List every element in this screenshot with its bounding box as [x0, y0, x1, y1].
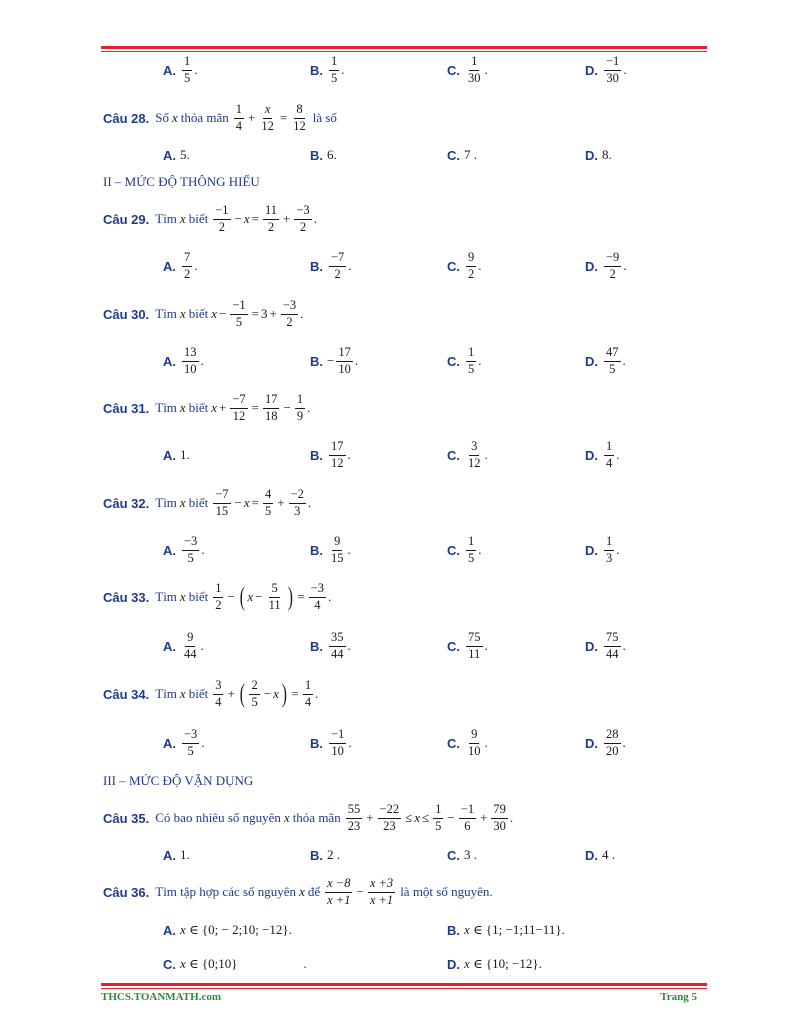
q30-options [0, 341, 792, 381]
equation: x − $\frac{-1}{5}$ = 3 + $\frac{-3}{2}$ . [211, 298, 304, 329]
q35-option-b[interactable]: B. 2 . [310, 847, 340, 863]
q27-option-a[interactable]: A. $\frac{1}{5}$ . [163, 54, 198, 85]
question-31: Câu 31. Tìm x biết x + $\frac{-7}{12}$ = $\frac{17}{18}$ − $\frac{1}{9}$ . [103, 392, 311, 423]
q28-option-d[interactable]: D. 8 . [585, 147, 612, 163]
q33-option-d[interactable]: D. $\frac{75}{44}$ . [585, 630, 626, 661]
q32-option-c[interactable]: C. $\frac{1}{5}$ . [447, 534, 482, 565]
q31-option-c[interactable]: C. $\frac{3}{12}$ . [447, 439, 488, 470]
question-number: Câu 34. [103, 686, 150, 702]
equation: $\frac{-7}{15}$ − x = $\frac{4}{5}$ + $\frac{-2}{3}$ . [215, 487, 312, 518]
question-36: Câu 36. Tìm tập hợp các số nguyên x để $\frac{x -8}{x +1}$ − $\frac{x +3}{x +1}$ là một số nguyên. [103, 876, 493, 907]
question-number: Câu 35. [103, 810, 150, 826]
question-34: Câu 34. Tìm x biết $\frac{3}{4}$ + ( $\frac{2}{5}$ − x ) = $\frac{1}{4}$ . [103, 678, 319, 709]
q29-options [0, 246, 792, 286]
q29-option-b[interactable]: B. $\frac{-7}{2}$ . [310, 250, 352, 281]
q36-option-c[interactable]: C. x ∈ {0;10} . [163, 956, 307, 972]
q34-option-a[interactable]: A. $\frac{-3}{5}$ . [163, 727, 205, 758]
equation: $\frac{1}{4}$ + $\frac{x}{12}$ = $\frac{8}{12}$ [235, 102, 306, 133]
q30-option-c[interactable]: C. $\frac{1}{5}$ . [447, 345, 482, 376]
q28-option-a[interactable]: A. 5 . [163, 147, 190, 163]
equation: x + $\frac{-7}{12}$ = $\frac{17}{18}$ − $\frac{1}{9}$ . [211, 392, 311, 423]
q28-option-b[interactable]: B. 6 . [310, 147, 337, 163]
section-heading: II – MỨC ĐỘ THÔNG HIỂU [103, 174, 260, 189]
q29-option-d[interactable]: D. $\frac{-9}{2}$ . [585, 250, 627, 281]
equation: $\frac{1}{2}$ − ( x − $\frac{5}{11}$ ) = $\frac{-3}{4}$ . [215, 581, 332, 612]
footer-rule [101, 983, 707, 986]
equation: $\frac{55}{23}$ + $\frac{-22}{23}$ ≤ x ≤ $\frac{1}{5}$ − $\frac{-1}{6}$ + $\frac{79}{30}$ . [347, 802, 514, 833]
q27-option-b[interactable]: B. $\frac{1}{5}$ . [310, 54, 345, 85]
q35-option-a[interactable]: A. 1 . [163, 847, 190, 863]
q32-option-d[interactable]: D. $\frac{1}{3}$ . [585, 534, 620, 565]
question-number: Câu 36. [103, 884, 150, 900]
q27-option-c[interactable]: C. $\frac{1}{30}$ . [447, 54, 488, 85]
q29-option-c[interactable]: C. $\frac{9}{2}$ . [447, 250, 482, 281]
q30-option-b[interactable]: B. − $\frac{17}{10}$ . [310, 345, 359, 376]
q33-option-a[interactable]: A. $\frac{9}{44}$ . [163, 630, 204, 661]
equation: $\frac{x -8}{x +1}$ − $\frac{x +3}{x +1}$ [327, 876, 394, 907]
q34-option-c[interactable]: C. $\frac{9}{10}$ . [447, 727, 488, 758]
question-33: Câu 33. Tìm x biết $\frac{1}{2}$ − ( x − $\frac{5}{11}$ ) = $\frac{-3}{4}$ . [103, 581, 332, 612]
q33-options [0, 626, 792, 666]
question-28: Câu 28. Số x thỏa mãn $\frac{1}{4}$ + $\frac{x}{12}$ = $\frac{8}{12}$ là số [103, 102, 337, 133]
question-number: Câu 29. [103, 211, 150, 227]
question-29: Câu 29. Tìm x biết $\frac{-1}{2}$ − x = $\frac{11}{2}$ + $\frac{-3}{2}$ . [103, 203, 317, 234]
q32-option-a[interactable]: A. $\frac{-3}{5}$ . [163, 534, 205, 565]
q27-options [0, 50, 792, 90]
footer-site[interactable]: THCS.TOANMATH.com [101, 991, 221, 1003]
question-number: Câu 30. [103, 306, 150, 322]
equation: $\frac{-1}{2}$ − x = $\frac{11}{2}$ + $\frac{-3}{2}$ . [215, 203, 317, 234]
question-number: Câu 31. [103, 400, 150, 416]
q36-option-b[interactable]: B. x ∈ {1; −1;11−11} . [447, 922, 565, 938]
q32-option-b[interactable]: B. $\frac{9}{15}$ . [310, 534, 351, 565]
q29-option-a[interactable]: A. $\frac{7}{2}$ . [163, 250, 198, 281]
question-30: Câu 30. Tìm x biết x − $\frac{-1}{5}$ = 3 + $\frac{-3}{2}$ . [103, 298, 304, 329]
q33-option-c[interactable]: C. $\frac{75}{11}$ . [447, 630, 488, 661]
q35-option-c[interactable]: C. 3 . [447, 847, 477, 863]
q34-option-b[interactable]: B. $\frac{-1}{10}$ . [310, 727, 352, 758]
question-32: Câu 32. Tìm x biết $\frac{-7}{15}$ − x = $\frac{4}{5}$ + $\frac{-2}{3}$ . [103, 487, 312, 518]
question-number: Câu 32. [103, 495, 150, 511]
q31-option-d[interactable]: D. $\frac{1}{4}$ . [585, 439, 620, 470]
q36-option-a[interactable]: A. x ∈ {0; − 2;10; −12} . [163, 922, 292, 938]
question-35: Câu 35. Có bao nhiêu số nguyên x thỏa mãn $\frac{55}{23}$ + $\frac{-22}{23}$ ≤ x ≤ $\frac{1}{5}$ − $\frac{-1}{6}$ + $\frac{79}{30}$ . [103, 802, 514, 833]
q27-option-d[interactable]: D. $\frac{-1}{30}$ . [585, 54, 627, 85]
question-number: Câu 33. [103, 589, 150, 605]
equation: $\frac{3}{4}$ + ( $\frac{2}{5}$ − x ) = $\frac{1}{4}$ . [215, 678, 319, 709]
question-number: Câu 28. [103, 110, 150, 126]
q31-option-a[interactable]: A. 1 . [163, 447, 190, 463]
q30-option-d[interactable]: D. $\frac{47}{5}$ . [585, 345, 626, 376]
q34-option-d[interactable]: D. $\frac{28}{20}$ . [585, 727, 626, 758]
section-heading: III – MỨC ĐỘ VẬN DỤNG [103, 773, 254, 788]
q35-options [0, 835, 792, 875]
q32-options [0, 530, 792, 570]
q33-option-b[interactable]: B. $\frac{35}{44}$ . [310, 630, 351, 661]
q31-options [0, 435, 792, 475]
q28-options [0, 135, 792, 175]
header-rule [101, 46, 707, 49]
q36-option-d[interactable]: D. x ∈ {10; −12} . [447, 956, 542, 972]
footer-page-number: Trang 5 [660, 991, 697, 1003]
q34-options [0, 723, 792, 763]
q30-option-a[interactable]: A. $\frac{13}{10}$ . [163, 345, 204, 376]
q36-options-2 [0, 944, 792, 984]
q28-option-c[interactable]: C. 7 . [447, 147, 477, 163]
footer-rule-thin [101, 988, 707, 989]
q31-option-b[interactable]: B. $\frac{17}{12}$ . [310, 439, 351, 470]
q35-option-d[interactable]: D. 4 . [585, 847, 615, 863]
